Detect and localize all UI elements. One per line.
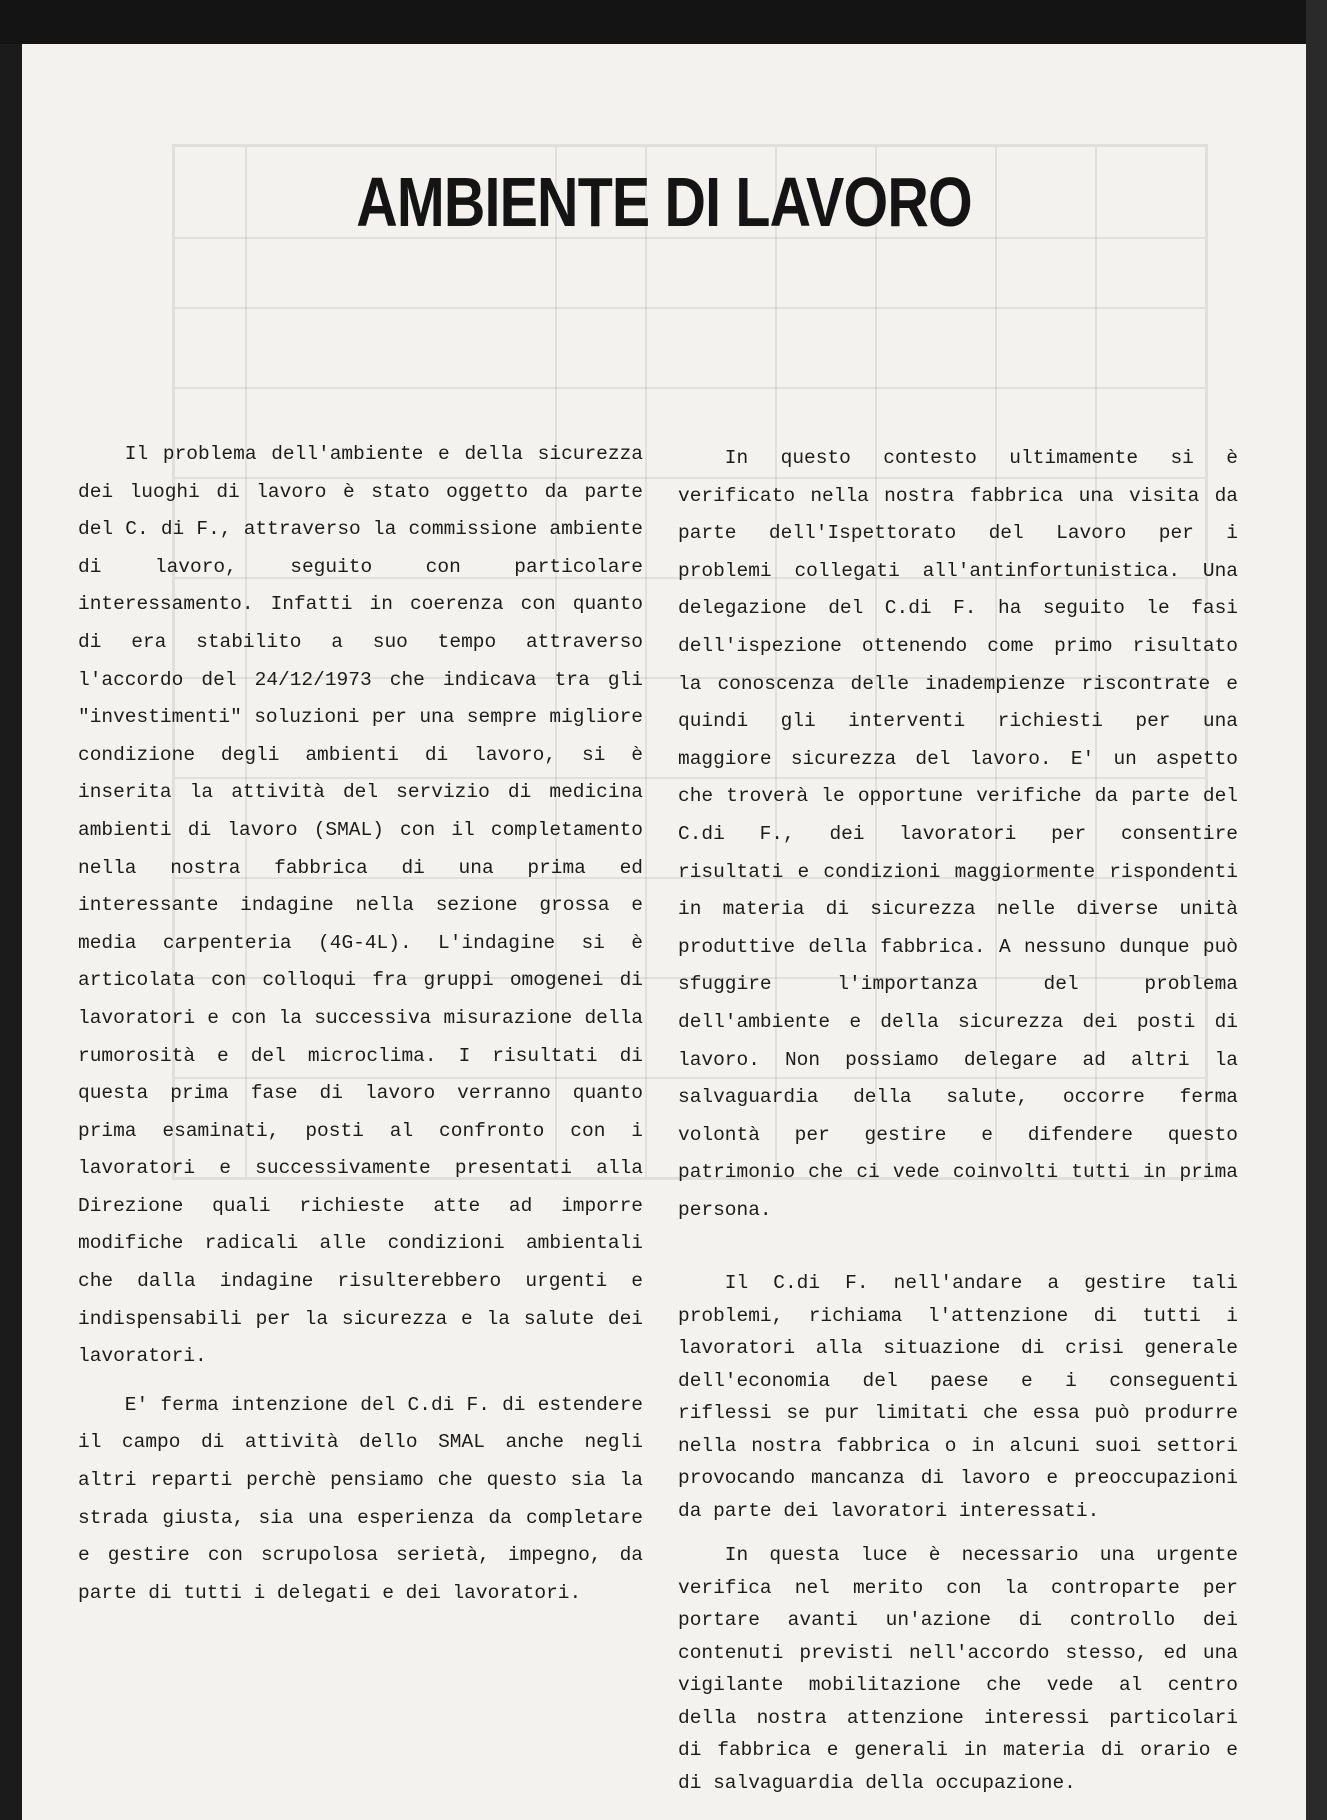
paragraph: In questa luce è necessario una urgente verifica nel merito con la controparte per portare avanti un'azione di controllo dei contenuti previsti nell'accordo stesso, ed una vigilante mobilitazione che vede al centro della nostra attenzione interessi particolari di fabbrica e generali in materia di orario e di salvaguardia della occupazione. bbox=[678, 1544, 1238, 1794]
paragraph: Il problema dell'ambiente e della sicurezza dei luoghi di lavoro è stato oggetto da parte del C. di F., attraverso la commissione ambiente di lavoro, seguito con particolare interessamento. Infatti in coerenza con quanto di era stabilito a suo tempo attraverso l'accordo del 24/12/1973 che indicava tra gli "investimenti" soluzioni per una sempre migliore condizione degli ambienti di lavoro, si è inserita la attività del servizio di medicina ambienti di lavoro (SMAL) con il completamento nella nostra fabbrica di una prima ed interessante indagine nella sezione grossa e media carpenteria (4G-4L). L'indagine si è articolata con colloqui fra gruppi omogenei di lavoratori e con la successiva misurazione della rumorosità e del microclima. I risultati di questa prima fase di lavoro verranno quanto prima esaminati, posti al confronto con i lavoratori e successivamente presentati alla Direzione quali richieste atte ad imporre modifiche radicali alle condizioni ambientali che dalla indagine risulterebbero urgenti e indispensabili per la sicurezza e la salute dei lavoratori. bbox=[78, 443, 643, 1368]
scan-top-border bbox=[0, 0, 1327, 44]
scan-right-border bbox=[1306, 0, 1327, 1820]
right-column bbox=[678, 440, 1238, 1799]
paragraph: E' ferma intenzione del C.di F. di estendere il campo di attività dello SMAL anche negli altri reparti perchè pensiamo che questo sia la strada giusta, sia una esperienza da completare e gestire con scrupolosa serietà, impegno, da parte di tutti i delegati e dei lavoratori. bbox=[78, 1393, 643, 1604]
left-column bbox=[78, 436, 643, 1612]
paragraph: Il C.di F. nell'andare a gestire tali problemi, richiama l'attenzione di tutti i lavoratori alla situazione di crisi generale dell'economia del paese e i conseguenti riflessi se pur limitati che essa può produrre nella nostra fabbrica o in alcuni suoi settori provocando mancanza di lavoro e preoccupazioni da parte dei lavoratori interessati. bbox=[678, 1272, 1238, 1522]
paragraph: In questo contesto ultimamente si è verificato nella nostra fabbrica una visita da parte dell'Ispettorato del Lavoro per i problemi collegati all'antinfortunistica. Una delegazione del C.di F. ha seguito le fasi dell'ispezione ottenendo come primo risultato la conoscenza delle inadempienze riscontrate e quindi gli interventi richiesti per una maggiore sicurezza del lavoro. E' un aspetto che troverà le opportune verifiche da parte del C.di F., dei lavoratori per consentire risultati e condizioni maggiormente rispondenti in materia di sicurezza nelle diverse unità produttive della fabbrica. A nessuno dunque può sfuggire l'importanza del problema dell'ambiente e della sicurezza dei posti di lavoro. Non possiamo delegare ad altri la salvaguardia della salute, occorre ferma volontà per gestire e difendere questo patrimonio che ci vede coinvolti tutti in prima persona. bbox=[678, 447, 1238, 1221]
page-title: AMBIENTE DI LAVORO bbox=[356, 163, 972, 241]
document-page bbox=[22, 44, 1306, 1820]
